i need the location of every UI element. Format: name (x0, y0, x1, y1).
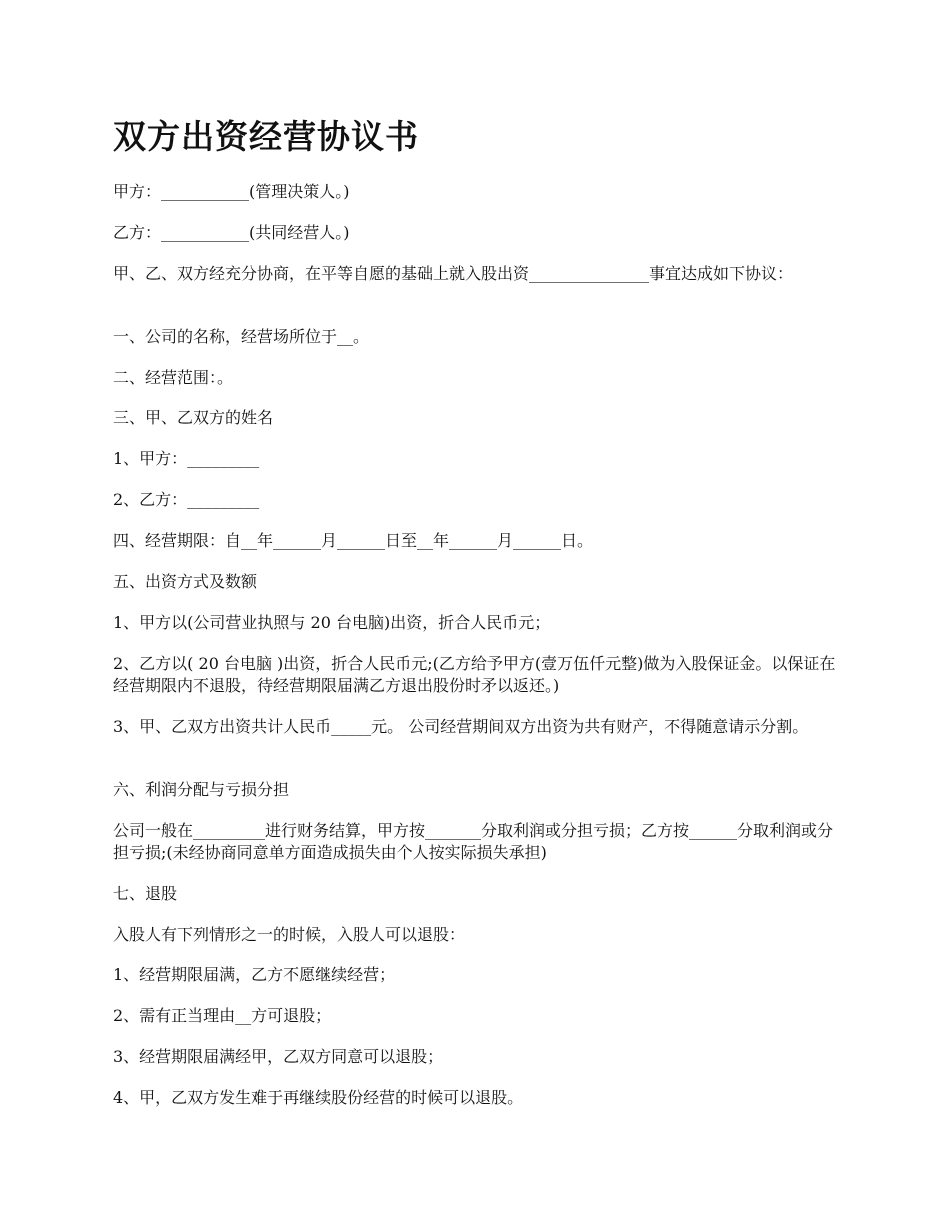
contribution-party-b: 2、乙方以( 20 台电脑 )出资，折合人民币元;(乙方给予甲方(壹万伍仟元整)做为入股保证金。以保证在经营期限内不退股，待经营期限届满乙方退出股份时矛以返还。) (113, 654, 836, 695)
party-b-line: 乙方：___________(共同经营人。) (113, 223, 350, 242)
section-2-business-scope: 二、经营范围：。 (113, 368, 234, 387)
contribution-total: 3、甲、乙双方出资共计人民币_____元。 公司经营期间双方出资为共有财产，不得随意请示分割。 (113, 717, 809, 736)
withdrawal-item-1: 1、经营期限届满，乙方不愿继续经营； (113, 965, 396, 984)
document-title: 双方出资经营协议书 (113, 117, 419, 156)
party-a-line: 甲方：___________(管理决策人。) (113, 182, 350, 201)
party-a-name-line: 1、甲方：_________ (113, 449, 260, 468)
section-1-company-name: 一、公司的名称，经营场所位于__。 (113, 327, 370, 346)
withdrawal-intro: 入股人有下列情形之一的时候，入股人可以退股： (113, 925, 466, 944)
party-b-name-line: 2、乙方：_________ (113, 490, 260, 509)
withdrawal-item-2: 2、需有正当理由__方可退股； (113, 1006, 332, 1025)
withdrawal-item-4: 4、甲，乙双方发生难于再继续股份经营的时候可以退股。 (113, 1088, 524, 1107)
withdrawal-item-3: 3、经营期限届满经甲，乙双方同意可以退股； (113, 1047, 444, 1066)
agreement-intro: 甲、乙、双方经充分协商，在平等自愿的基础上就入股出资_______________事宜达成如下协议： (113, 264, 794, 283)
section-6-heading: 六、利润分配与亏损分担 (113, 780, 290, 799)
section-3-heading: 三、甲、乙双方的姓名 (113, 408, 274, 427)
section-4-term: 四、经营期限：自__年______月______日至__年______月______日。 (113, 531, 594, 550)
section-7-heading: 七、退股 (113, 884, 178, 903)
contribution-party-a: 1、甲方以(公司营业执照与 20 台电脑)出资，折合人民币元； (113, 613, 551, 632)
section-5-heading: 五、出资方式及数额 (113, 572, 258, 591)
profit-distribution-clause: 公司一般在_________进行财务结算，甲方按_______分取利润或分担亏损；乙方按______分取利润或分担亏损;(未经协商同意单方面造成损失由个人按实际损失承担) (113, 821, 834, 862)
